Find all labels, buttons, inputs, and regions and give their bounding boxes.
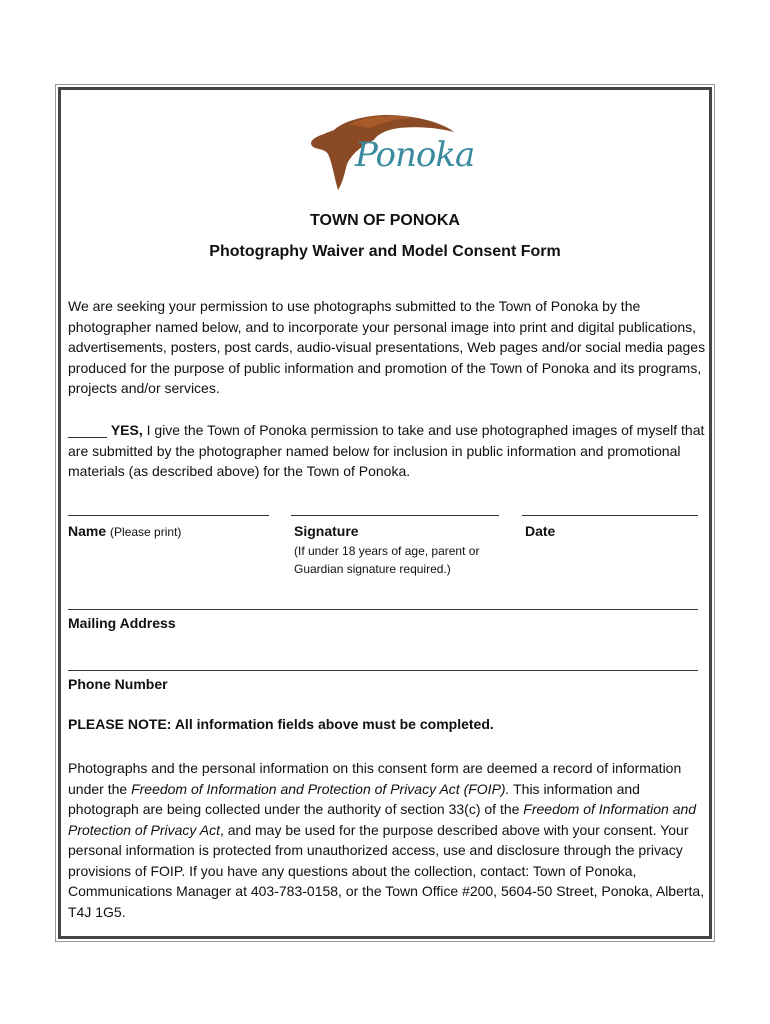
- date-label: Date: [525, 523, 556, 539]
- signature-hint: (If under 18 years of age, parent or Guardian signature required.): [294, 544, 480, 576]
- foip-act-name: Freedom of Information and Protection of Privacy Act: [68, 801, 697, 838]
- phone-line[interactable]: [68, 670, 698, 671]
- consent-text: I give the Town of Ponoka permission to take and use photographed images of myself that are submitted by the photographer named below for inclusion in public information and promotional materials (as described above) for the Town of Ponoka.: [68, 422, 705, 479]
- required-note: PLEASE NOTE: All information fields above must be completed.: [68, 716, 494, 732]
- date-line[interactable]: [522, 515, 698, 516]
- foip-act-reference: Freedom of Information and Protection of Privacy Act (FOIP).: [131, 780, 510, 797]
- name-hint: (Please print): [110, 525, 182, 539]
- address-label: Mailing Address: [68, 615, 176, 631]
- name-label: Name (Please print): [68, 523, 182, 539]
- privacy-paragraph: Photographs and the personal information on this consent form are deemed a record of information under the Freedom of Information and Protection of Privacy Act (FOIP). This information and photograph are being collected under the authority of section 33(c) of the Freedom of Information and Protection of Privacy Act, and may be used for the purpose described above with your consent. Your personal information is protected from unauthorized access, use and disclosure through the privacy provisions of FOIP. If you have any questions about the collection, contact: Town of Ponoka, Communications Manager at 403-783-0158, or the Town Office #200, 5604-50 Street, Ponoka, Alberta, T4J 1G5.: [68, 760, 705, 920]
- form-subtitle: Photography Waiver and Model Consent Form: [209, 243, 561, 260]
- address-line[interactable]: [68, 609, 698, 610]
- logo-text: Ponoka: [355, 135, 475, 175]
- phone-label: Phone Number: [68, 676, 168, 692]
- signature-label: Signature: [294, 523, 359, 539]
- consent-paragraph: [68, 420, 708, 482]
- intro-paragraph: We are seeking your permission to use photographs submitted to the Town of Ponoka by the photographer named below, and to incorporate your personal image into print and digital publications, advertisements, posters, post cards, audio-visual presentations, Web pages and/or social media pages produced for the purpose of public information and promotion of the Town of Ponoka and its programs, projects and/or services.: [68, 298, 706, 396]
- name-line[interactable]: [68, 515, 269, 516]
- consent-yes: YES,: [110, 422, 143, 438]
- page-title: TOWN OF PONOKA: [310, 212, 460, 229]
- signature-line[interactable]: [291, 515, 499, 516]
- consent-checkbox-blank[interactable]: _____: [68, 422, 107, 438]
